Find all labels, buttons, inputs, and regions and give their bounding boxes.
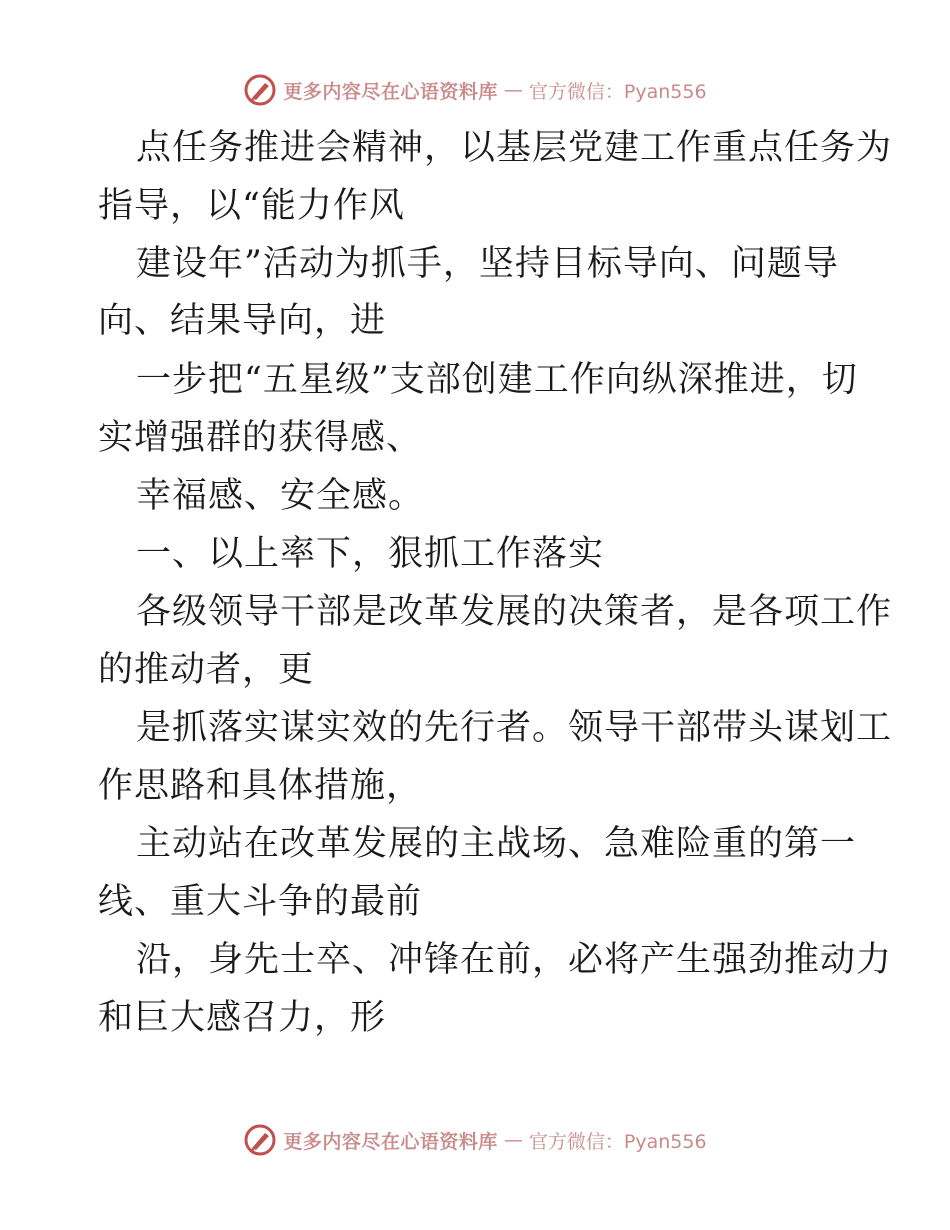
body-line: 指导，以“能力作风 (98, 186, 405, 226)
body-line: 各级领导干部是改革发展的决策者，是各项工作 (136, 592, 893, 632)
body-line: 点任务推进会精神，以基层党建工作重点任务为 (136, 128, 893, 168)
body-line: 主动站在改革发展的主战场、急难险重的第一 (136, 824, 857, 864)
watermark-separator: — (503, 79, 523, 101)
body-line: 是抓落实谋实效的先行者。领导干部带头谋划工 (136, 708, 893, 748)
body-line: 向、结果导向，进 (98, 301, 387, 341)
watermark-banner (243, 1123, 706, 1157)
pen-logo-icon (243, 1123, 277, 1157)
watermark-site-text: 更多内容尽在心语资料库 (283, 80, 498, 103)
body-line: 作思路和具体措施， (98, 766, 423, 806)
body-line: 实增强群的获得感、 (98, 418, 423, 458)
watermark-wechat-text: 官方微信：Pyan556 (528, 1130, 707, 1153)
watermark-site-text: 更多内容尽在心语资料库 (283, 1130, 498, 1153)
body-line: 沿，身先士卒、冲锋在前，必将产生强劲推动力 (136, 940, 893, 980)
body-line: 线、重大斗争的最前 (98, 882, 423, 922)
watermark-wechat-text: 官方微信：Pyan556 (528, 80, 707, 103)
section-heading: 一、以上率下，狠抓工作落实 (136, 534, 605, 574)
body-line: 的推动者，更 (98, 650, 315, 690)
body-line: 和巨大感召力，形 (98, 998, 387, 1038)
footer-watermark (0, 1120, 950, 1160)
body-line: 建设年”活动为抓手，坚持目标导向、问题导 (136, 244, 839, 284)
body-line: 幸福感、安全感。 (136, 476, 425, 516)
body-line: 一步把“五星级”支部创建工作向纵深推进，切 (136, 360, 858, 400)
watermark-separator: — (503, 1129, 523, 1151)
